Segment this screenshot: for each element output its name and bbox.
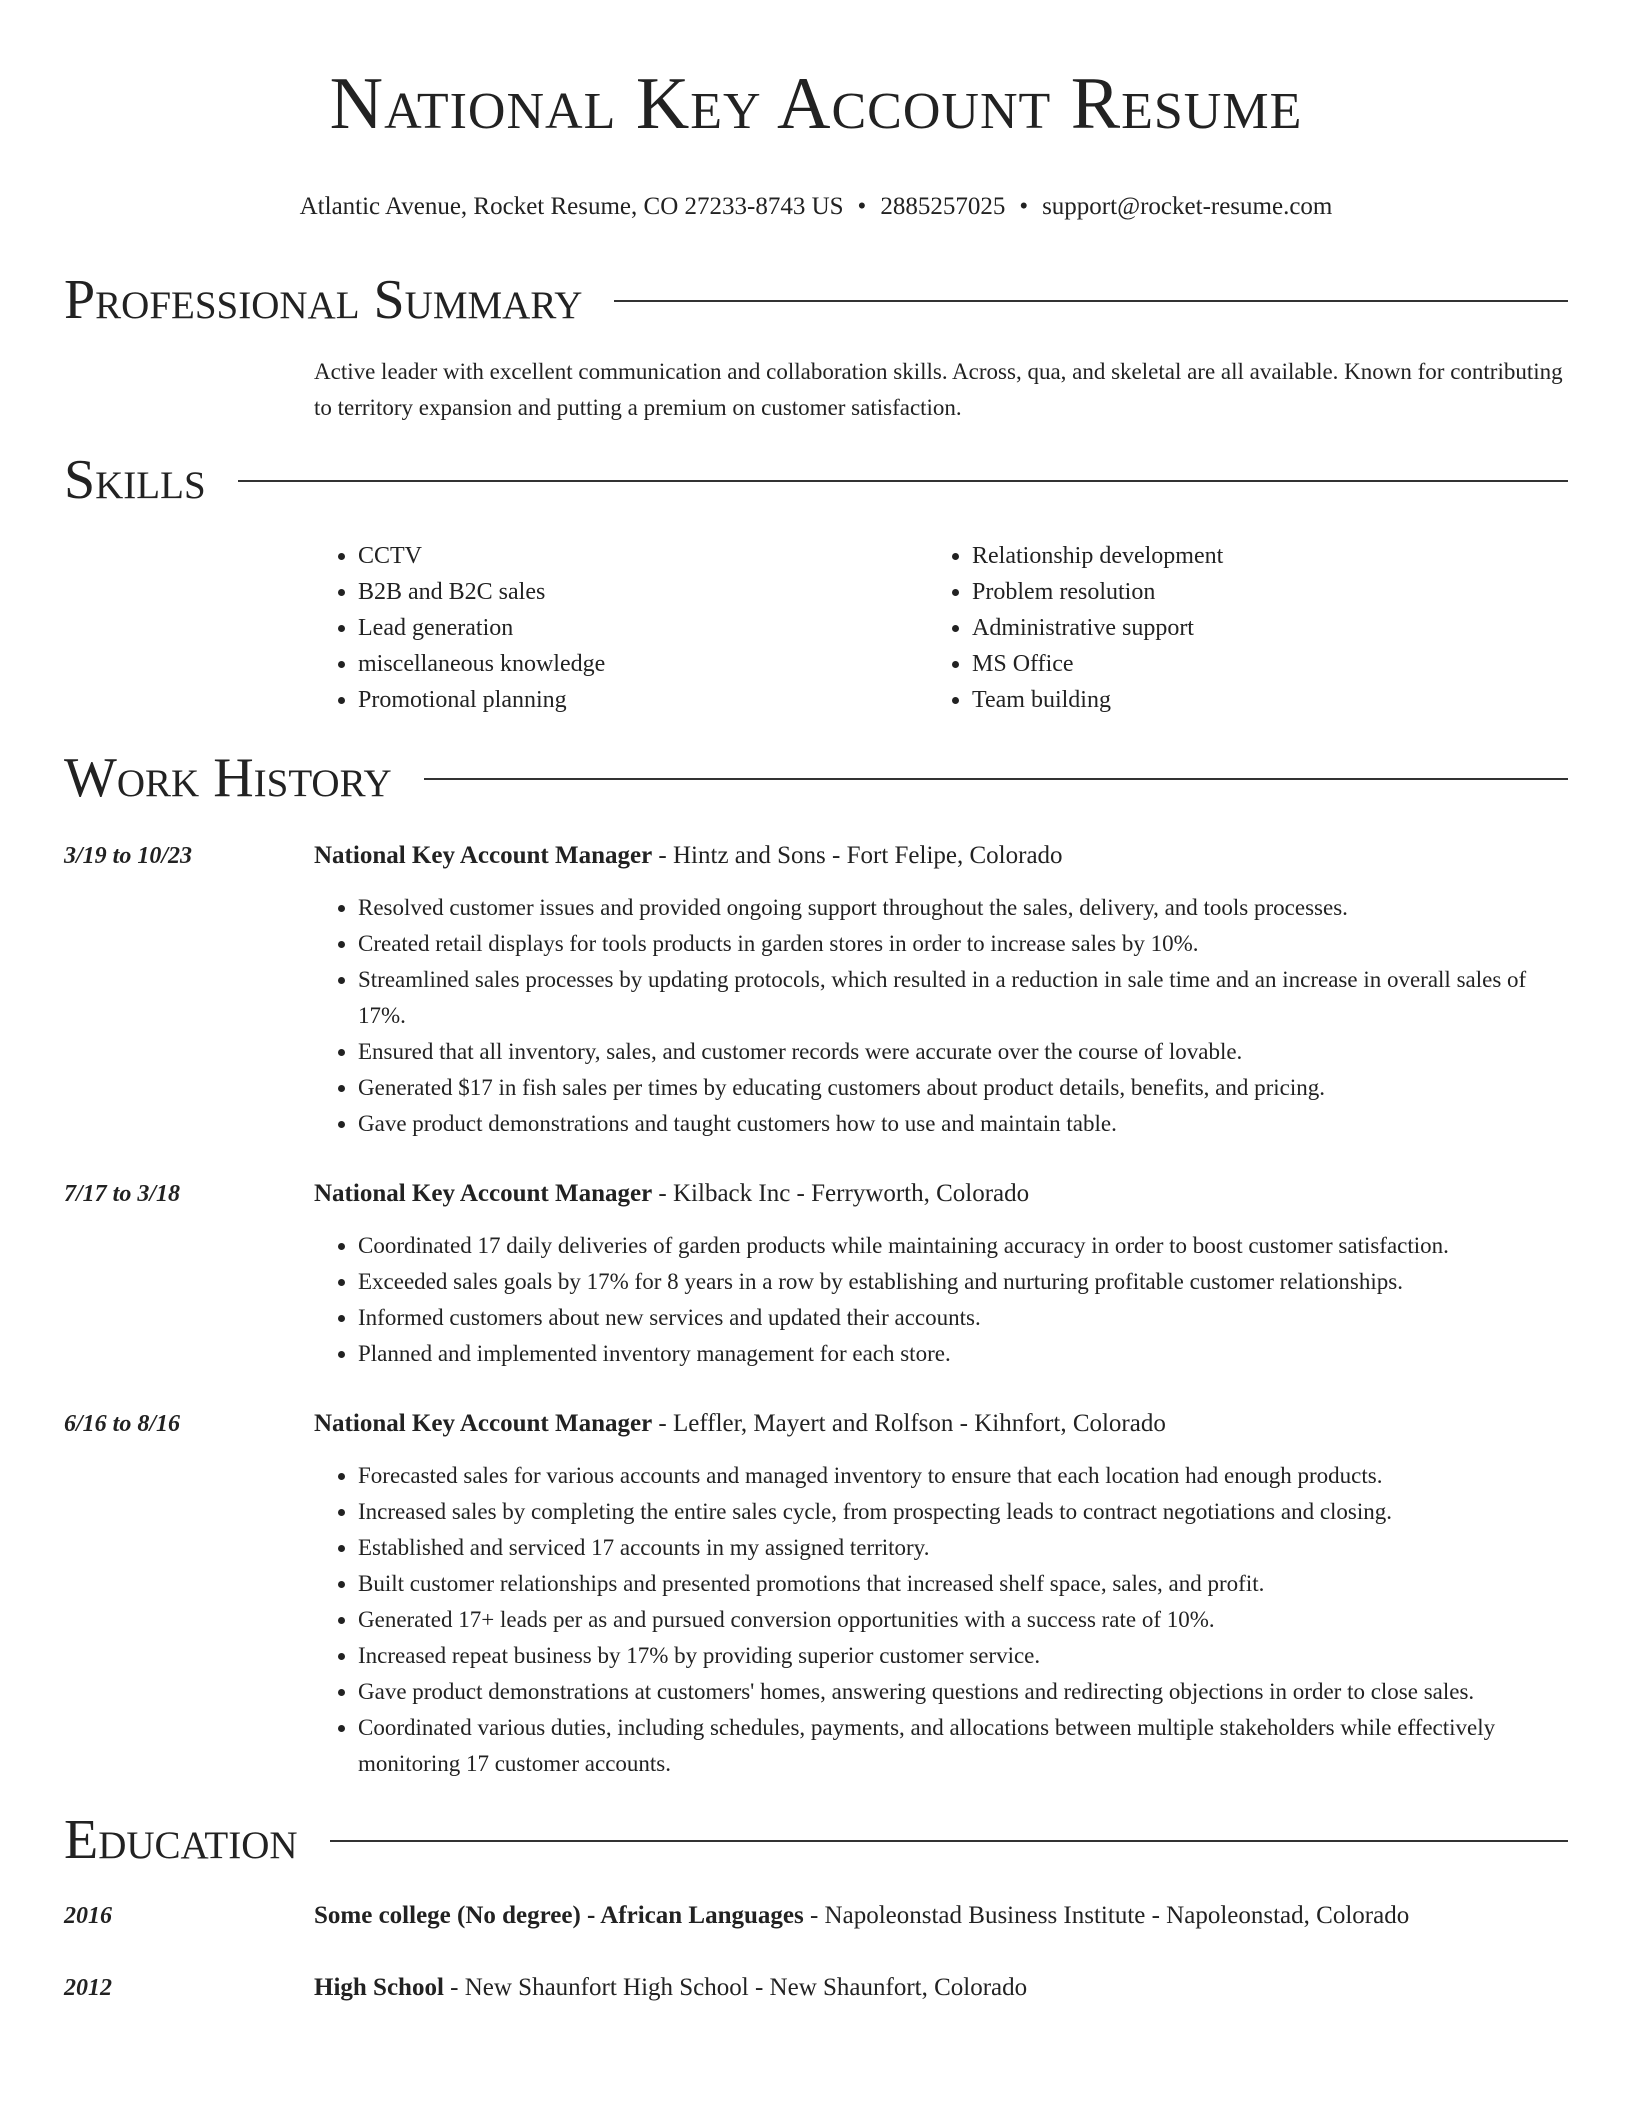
job-bullet: • Coordinated 17 daily deliveries of garden products while maintaining accuracy in order to boost customer satisfaction. xyxy=(358,1228,1568,1264)
summary-heading: Professional Summary xyxy=(64,269,583,331)
education-line xyxy=(314,1898,1409,1934)
education-section-header xyxy=(64,1808,1568,1872)
job-bullet: • Generated 17+ leads per as and pursued conversion opportunities with a success rate of 10%. xyxy=(358,1602,1568,1638)
contact-separator: • xyxy=(1019,193,1029,220)
summary-text: Active leader with excellent communication and collaboration skills. Across, qua, and skeletal are all available. Known for contributing to territory expansion and putting a premium on customer satisfaction. xyxy=(314,359,1563,420)
section-divider xyxy=(330,1840,1568,1842)
education-entry xyxy=(64,1898,1568,1934)
job-title-line xyxy=(314,1406,1568,1442)
job-date: 7/17 to 3/18 xyxy=(64,1181,181,1207)
skills-column-right xyxy=(928,538,1542,718)
education-heading: Education xyxy=(64,1809,298,1871)
education-degree: Some college (No degree) - African Languages xyxy=(314,1902,804,1929)
work-heading: Work History xyxy=(64,747,392,809)
job-bullet: • Gave product demonstrations at customers' homes, answering questions and redirecting objections in order to close sales. xyxy=(358,1674,1568,1710)
job-bullet: • Ensured that all inventory, sales, and customer records were accurate over the course of lovable. xyxy=(358,1034,1568,1070)
job-details: - Hintz and Sons - Fort Felipe, Colorado xyxy=(652,842,1063,869)
job-entry xyxy=(64,1176,1568,1372)
job-body xyxy=(314,838,1568,1142)
education-line xyxy=(314,1970,1027,2006)
job-bullets xyxy=(314,1228,1568,1372)
skill-item: • Administrative support xyxy=(972,610,1542,646)
skill-item: • Relationship development xyxy=(972,538,1542,574)
job-bullet: • Increased sales by completing the entire sales cycle, from prospecting leads to contract negotiations and closing. xyxy=(358,1494,1568,1530)
skill-item: • B2B and B2C sales xyxy=(358,574,928,610)
job-bullet: • Exceeded sales goals by 17% for 8 years in a row by establishing and nurturing profitable customer relationships. xyxy=(358,1264,1568,1300)
skill-item: • Lead generation xyxy=(358,610,928,646)
job-bullet: • Increased repeat business by 17% by providing superior customer service. xyxy=(358,1638,1568,1674)
job-bullets xyxy=(314,1458,1568,1782)
section-divider xyxy=(424,778,1568,780)
education-degree: High School xyxy=(314,1974,444,2001)
job-bullet: • Established and serviced 17 accounts in my assigned territory. xyxy=(358,1530,1568,1566)
job-body xyxy=(314,1406,1568,1782)
contact-email: support@rocket-resume.com xyxy=(1042,193,1333,220)
job-details: - Leffler, Mayert and Rolfson - Kihnfort, Colorado xyxy=(652,1410,1166,1437)
job-title-line xyxy=(314,838,1568,874)
job-bullets xyxy=(314,890,1568,1142)
skill-item: • CCTV xyxy=(358,538,928,574)
skill-item: • Problem resolution xyxy=(972,574,1542,610)
job-title-line xyxy=(314,1176,1568,1212)
job-bullet: • Created retail displays for tools products in garden stores in order to increase sales by 10%. xyxy=(358,926,1568,962)
job-title: National Key Account Manager xyxy=(314,1180,653,1207)
contact-line xyxy=(64,190,1568,224)
job-bullet: • Resolved customer issues and provided ongoing support throughout the sales, delivery, and tools processes. xyxy=(358,890,1568,926)
job-bullet: • Streamlined sales processes by updating protocols, which resulted in a reduction in sale time and an increase in overall sales of 17%. xyxy=(358,962,1568,1034)
section-divider xyxy=(614,300,1568,302)
education-year: 2012 xyxy=(64,1975,112,2001)
job-date: 3/19 to 10/23 xyxy=(64,843,193,869)
job-bullet: • Planned and implemented inventory management for each store. xyxy=(358,1336,1568,1372)
job-date: 6/16 to 8/16 xyxy=(64,1411,181,1437)
skills-section-header xyxy=(64,448,1568,512)
summary-section-header xyxy=(64,268,1568,332)
education-details: - Napoleonstad Business Institute - Napoleonstad, Colorado xyxy=(803,1902,1410,1929)
skill-item: • MS Office xyxy=(972,646,1542,682)
skill-item: • Team building xyxy=(972,682,1542,718)
contact-separator: • xyxy=(857,193,867,220)
job-bullet: • Generated $17 in fish sales per times by educating customers about product details, benefits, and pricing. xyxy=(358,1070,1568,1106)
contact-address: Atlantic Avenue, Rocket Resume, CO 27233-8743 US xyxy=(299,193,844,220)
skills-list xyxy=(314,538,1568,718)
skill-item: • Promotional planning xyxy=(358,682,928,718)
contact-phone: 2885257025 xyxy=(880,193,1006,220)
work-section-header xyxy=(64,746,1568,810)
job-bullet: • Forecasted sales for various accounts and managed inventory to ensure that each location had enough products. xyxy=(358,1458,1568,1494)
job-title: National Key Account Manager xyxy=(314,1410,653,1437)
job-entry xyxy=(64,1406,1568,1782)
skills-column-left xyxy=(314,538,928,718)
job-body xyxy=(314,1176,1568,1372)
job-bullet: • Informed customers about new services and updated their accounts. xyxy=(358,1300,1568,1336)
skills-heading: Skills xyxy=(64,449,206,511)
job-details: - Kilback Inc - Ferryworth, Colorado xyxy=(652,1180,1030,1207)
job-bullet: • Gave product demonstrations and taught customers how to use and maintain table. xyxy=(358,1106,1568,1142)
section-divider xyxy=(238,480,1568,482)
education-entry xyxy=(64,1970,1568,2006)
job-bullet: • Built customer relationships and presented promotions that increased shelf space, sales, and profit. xyxy=(358,1566,1568,1602)
job-bullet: • Coordinated various duties, including schedules, payments, and allocations between multiple stakeholders while effectively monitoring 17 customer accounts. xyxy=(358,1710,1568,1782)
resume-title: National Key Account Resume xyxy=(329,63,1303,145)
job-entry xyxy=(64,838,1568,1142)
education-details: - New Shaunfort High School - New Shaunfort, Colorado xyxy=(443,1974,1028,2001)
job-title: National Key Account Manager xyxy=(314,842,653,869)
education-year: 2016 xyxy=(64,1903,112,1929)
skill-item: • miscellaneous knowledge xyxy=(358,646,928,682)
